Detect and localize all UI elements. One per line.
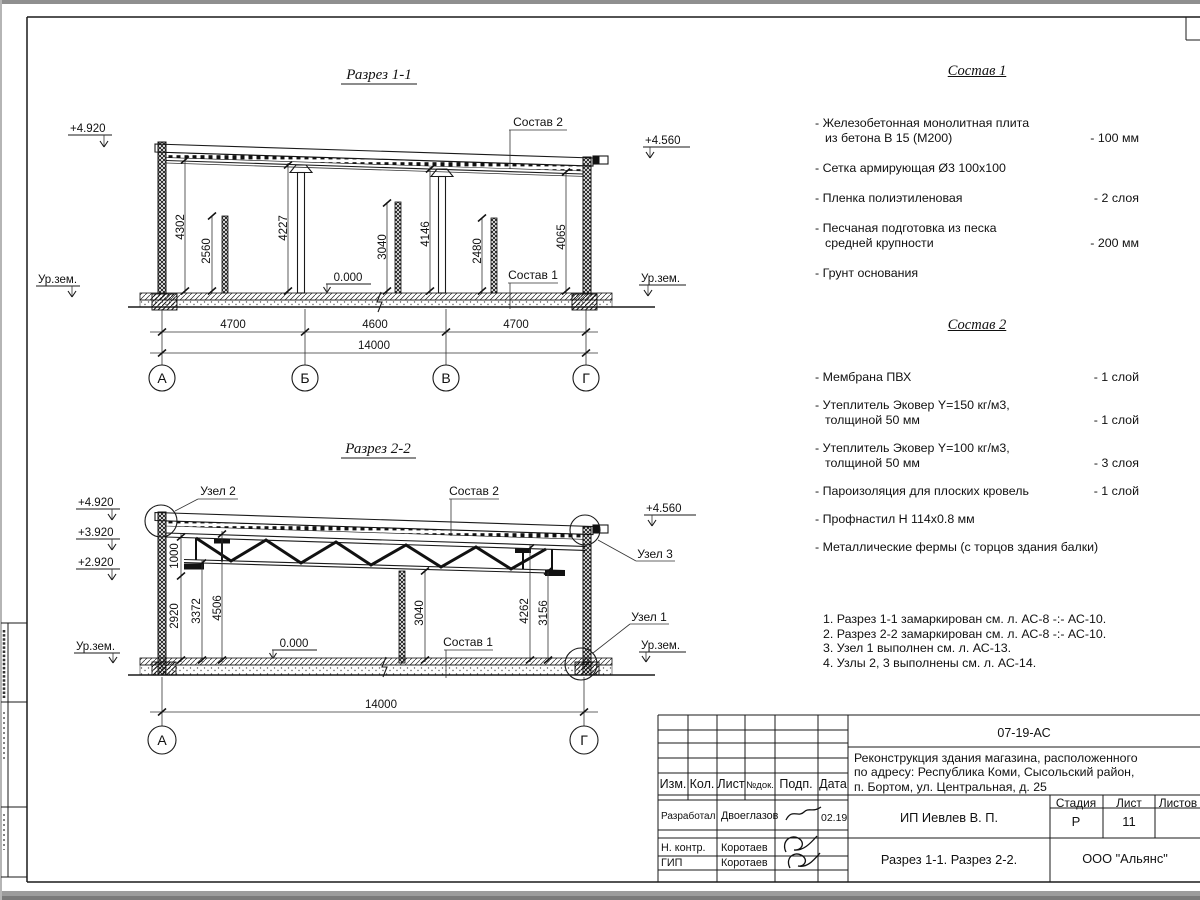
section2-vertical-dims [169,531,552,664]
dim-4227: 4227 [278,215,290,241]
sostav2-title: Состав 2 [947,317,1007,333]
dim-span-1: 4700 [220,319,246,331]
project-description: Реконструкция здания магазина, расположенного по адресу: Республика Коми, Сысольский район, п. Бортом, ул. Центральная, д. 25 [854,751,1138,794]
section1-title: Разрез 1-1 [346,67,412,83]
section1-labels [36,115,690,309]
dim-4146: 4146 [420,221,432,247]
list-item: - Железобетонная монолитная плита из бетона В 15 (М200) - 100 мм [815,116,1139,145]
note-line: 4. Узлы 2, 3 выполнены см. л. АС-14. [823,655,1037,670]
uzel1-callout: Узел 1 [631,610,667,624]
role-razrabotal: Разработал [661,811,716,822]
elev-2920-s2: +2.920 [78,557,114,569]
sostav1-list [815,64,1139,296]
axis-g-s2: Г [580,732,588,748]
uzel3-callout: Узел 3 [637,547,673,561]
section2-building [128,512,655,677]
ground-left-s2: Ур.зем. [76,641,116,653]
uzel2-callout: Узел 2 [200,484,236,498]
col-kol: Кол. [689,777,715,791]
dim-span-2: 4600 [362,319,388,331]
col-ndok: №док. [746,780,774,791]
dim-3040-s2: 3040 [414,600,426,626]
stage-value: Р [1071,814,1081,829]
list-item: - Пароизоляция для плоских кровель - 1 слой [815,484,1139,498]
sheet-number: 11 [1122,814,1136,829]
list-item: - Пленка полиэтиленовая - 2 слоя [815,191,1139,205]
margin-boxes [1,623,27,877]
sostav2-list [815,318,1139,568]
sostav1-callout-s2: Состав 1 [443,635,493,649]
note-line: 2. Разрез 2-2 замаркирован см. л. АС-8 -:- АС-10. [823,626,1107,641]
elev-4560: +4.560 [645,135,681,147]
list-item: - Профнастил Н 114х0.8 мм [815,512,975,526]
zero-mark: 0.000 [333,272,363,284]
axis-b: Б [300,370,310,386]
elev-3920-s2: +3.920 [78,527,114,539]
note-line: 1. Разрез 1-1 замаркирован см. л. АС-8 -:- АС-10. [823,612,1107,626]
drawing-title: Разрез 1-1. Разрез 2-2. [880,852,1018,867]
list-item: - Сетка армирующая Ø3 100х100 [815,161,1006,175]
axis-g: Г [582,370,590,386]
sostav2-callout-s2: Состав 2 [449,484,499,498]
section2-bottom-dims [148,677,598,754]
dim-2480: 2480 [472,238,484,264]
col-data: Дата [819,777,847,791]
col-podp: Подп. [779,777,813,791]
list-item: - Песчаная подготовка из песка средней крупности - 200 мм [815,221,1139,250]
axis-v: В [441,370,451,386]
elev-4560-s2: +4.560 [646,503,682,515]
sostav2-callout: Состав 2 [513,115,563,129]
company-name: ООО "Альянс" [1082,851,1168,866]
sostav1-title: Состав 1 [947,63,1007,79]
section1-building [128,142,655,312]
dim-2560: 2560 [201,238,213,264]
doc-code: 07-19-АС [997,726,1051,740]
name-dvoeglazov: Двоеглазов [721,810,779,822]
col-list: Лист [717,777,745,791]
signature-razrabotal [786,807,821,820]
axis-a-s2: А [157,732,167,748]
section1-bottom-dims [149,309,599,391]
ground-label-right: Ур.зем. [641,273,681,285]
note-line: 3. Узел 1 выполнен см. л. АС-13. [823,641,1012,656]
date-0219: 02.19 [821,812,848,824]
dim-4262: 4262 [519,598,531,624]
col-izm: Изм. [659,777,687,791]
list-item: - Утеплитель Эковер Y=100 кг/м3, толщиной 50 мм - 3 слоя [815,441,1139,470]
notes-list [823,612,1106,670]
list-item: - Утеплитель Эковер Y=150 кг/м3, толщиной 50 мм - 1 слой [815,398,1139,427]
axis-a: А [157,370,167,386]
dim-4065: 4065 [556,224,568,250]
dim-3156: 3156 [538,600,550,626]
dim-4506: 4506 [212,595,224,621]
dim-3040: 3040 [377,234,389,260]
elev-4920: +4.920 [70,123,106,135]
name-korotaev-2: Коротаев [721,857,768,869]
dim-4302: 4302 [175,214,187,240]
section2-title: Разрез 2-2 [345,441,411,457]
dim-total-s2: 14000 [365,699,397,711]
role-nkontr: Н. контр. [661,842,706,854]
dim-3372: 3372 [191,598,203,624]
name-korotaev-1: Коротаев [721,842,768,854]
list-item: - Металлические фермы (с торцов здания балки) [815,540,1099,554]
role-gip: ГИП [661,857,683,869]
section-1-1 [36,67,690,391]
ground-right-s2: Ур.зем. [641,640,681,652]
list-item: - Мембрана ПВХ - 1 слой [815,370,1139,384]
dim-2920: 2920 [169,603,181,629]
client-name: ИП Иевлев В. П. [899,810,999,825]
dim-1000: 1000 [169,543,181,569]
dim-span-3: 4700 [503,319,529,331]
zero-mark-s2: 0.000 [279,638,309,650]
ground-label-left: Ур.зем. [38,274,78,286]
dim-total: 14000 [358,340,390,352]
list-item: - Грунт основания [815,266,919,280]
elev-4920-s2: +4.920 [78,497,114,509]
stage-header: Стадия [1055,796,1097,810]
sheets-header: Листов [1158,796,1198,810]
sostav1-callout: Состав 1 [508,268,558,282]
section-2-2 [74,441,696,754]
sheet-header: Лист [1116,796,1142,810]
signature-kontr [785,836,820,868]
